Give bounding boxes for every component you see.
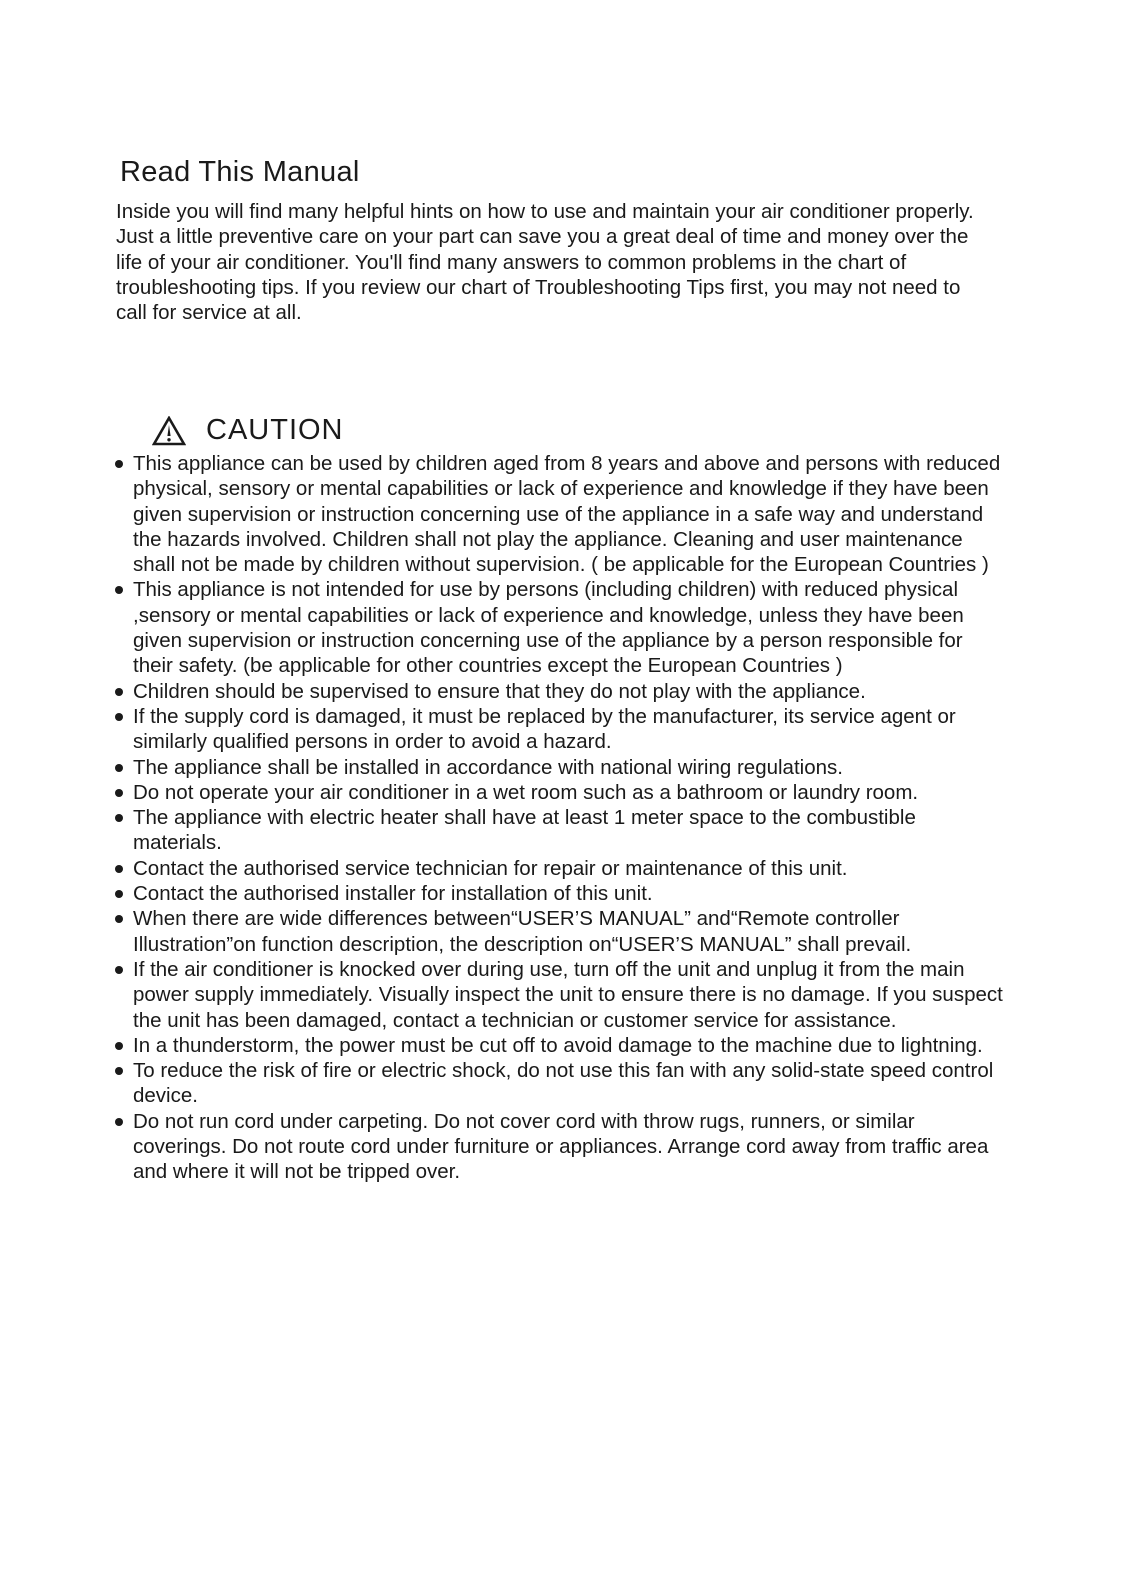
list-item <box>114 755 1004 780</box>
bullet-icon <box>115 713 123 721</box>
caution-heading <box>152 414 344 447</box>
bullet-icon <box>115 764 123 772</box>
list-item-text: Do not run cord under carpeting. Do not cover cord with throw rugs, runners, or similar coverings. Do not route cord under furniture or appliances. Arrange cord away from traffic area and where it will not be tripped over. <box>133 1109 989 1184</box>
intro-paragraph: Inside you will find many helpful hints on how to use and maintain your air conditioner properly. Just a little preventive care on your part can save you a great deal of time and money over the life of your air conditioner. You'll find many answers to common problems in the chart of troubleshooting tips. If you review our chart of Troubleshooting Tips first, you may not need to call for service at all. <box>116 200 974 325</box>
warning-triangle-icon <box>152 416 186 446</box>
list-item <box>114 957 1004 1033</box>
list-item <box>114 704 1004 755</box>
list-item <box>114 1033 1004 1058</box>
list-item <box>114 881 1004 906</box>
list-item <box>114 805 1004 856</box>
list-item-text: Do not operate your air conditioner in a wet room such as a bathroom or laundry room. <box>133 780 919 804</box>
list-item-text: When there are wide differences between“USER’S MANUAL” and“Remote controller Illustration”on function description, the description on“USER’S MANUAL” shall prevail. <box>133 907 912 956</box>
list-item-text: If the air conditioner is knocked over during use, turn off the unit and unplug it from the main power supply immediately. Visually inspect the unit to ensure there is no damage. If you suspect the unit has been damaged, contact a technician or customer service for assistance. <box>133 957 1003 1032</box>
list-item-text: Children should be supervised to ensure that they do not play with the appliance. <box>133 679 866 703</box>
list-item <box>114 451 1004 577</box>
bullet-icon <box>115 460 123 468</box>
list-item-text: If the supply cord is damaged, it must be replaced by the manufacturer, its service agent or similarly qualified persons in order to avoid a hazard. <box>133 704 956 754</box>
list-item <box>114 856 1004 881</box>
list-item <box>114 1109 1004 1185</box>
list-item-text: This appliance is not intended for use by persons (including children) with reduced physical ,sensory or mental capabilities or lack of experience and knowledge, unless they have been given supervision or instruction concerning use of the appliance by a person responsible for their safety. (be applicable for other countries except the European Countries ) <box>133 578 964 678</box>
bullet-icon <box>115 814 123 822</box>
list-item <box>114 906 1004 957</box>
caution-label: CAUTION <box>206 414 344 446</box>
list-item-text: The appliance with electric heater shall have at least 1 meter space to the combustible materials. <box>133 806 916 855</box>
bullet-icon <box>115 586 123 594</box>
list-item-text: Contact the authorised service technician for repair or maintenance of this unit. <box>133 856 848 880</box>
list-item <box>114 1058 1004 1109</box>
list-item <box>114 679 1004 704</box>
list-item <box>114 780 1004 805</box>
bullet-icon <box>115 789 123 797</box>
caution-list <box>114 451 1004 1185</box>
bullet-icon <box>115 865 123 873</box>
bullet-icon <box>115 966 123 974</box>
bullet-icon <box>115 1118 123 1126</box>
list-item-text: The appliance shall be installed in accordance with national wiring regulations. <box>133 755 843 779</box>
bullet-icon <box>115 1067 123 1075</box>
bullet-icon <box>115 688 123 696</box>
bullet-icon <box>115 1042 123 1050</box>
list-item-text: To reduce the risk of fire or electric shock, do not use this fan with any solid-state speed control device. <box>133 1059 994 1108</box>
bullet-icon <box>115 890 123 898</box>
list-item-text: This appliance can be used by children aged from 8 years and above and persons with reduced physical, sensory or mental capabilities or lack of experience and knowledge if they have been given supervision or instruction concerning use of the appliance in a safe way and understand the hazards involved. Children shall not play the appliance. Cleaning and user maintenance shall not be made by children without supervision. ( be applicable for the European Countries ) <box>133 452 1001 577</box>
list-item <box>114 577 1004 678</box>
list-item-text: Contact the authorised installer for installation of this unit. <box>133 882 653 906</box>
page-title: Read This Manual <box>120 156 360 188</box>
bullet-icon <box>115 915 123 923</box>
list-item-text: In a thunderstorm, the power must be cut off to avoid damage to the machine due to lightning. <box>133 1033 983 1057</box>
